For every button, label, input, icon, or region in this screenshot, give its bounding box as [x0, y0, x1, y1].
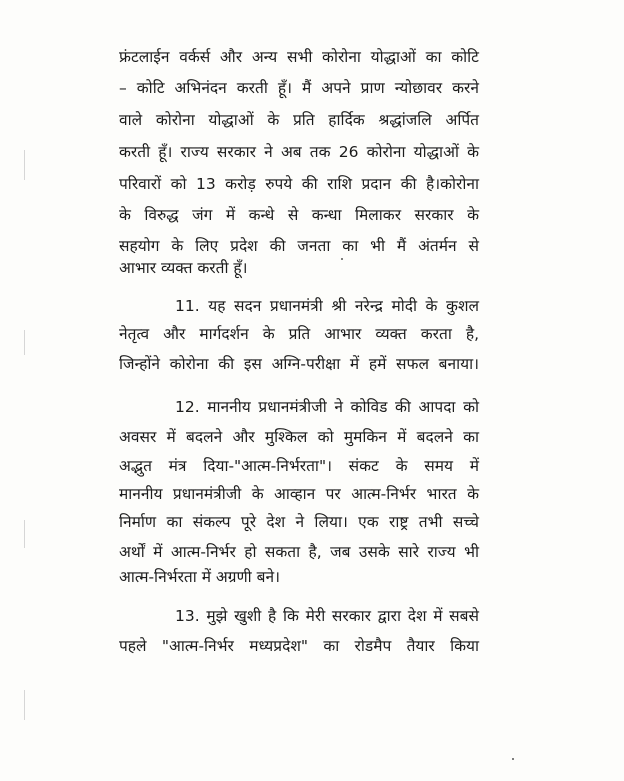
text-line: – कोटि अभिनंदन करती हूँ। मैं अपने प्राण न्योछावर करने [119, 79, 479, 97]
text-line: फ्रंटलाईन वर्कर्स और अन्य सभी कोरोना योद्धाओं का कोटि [119, 48, 479, 66]
text-line: वाले कोरोना योद्धाओं के प्रति हार्दिक श्रद्धांजलि अर्पित [119, 111, 479, 129]
text-line: अद्भुत मंत्र दिया-"आत्म-निर्भरता"। संकट के समय में [119, 457, 479, 475]
scan-edge-mark [24, 330, 25, 355]
text-line: आत्म-निर्भरता में अग्रणी बने। [119, 568, 280, 586]
text-line: के विरुद्ध जंग में कन्धे से कन्धा मिलाकर सरकार के [119, 206, 479, 224]
text-line: आभार व्यक्त करती हूँ। [119, 259, 248, 277]
text-line: जिन्होंने कोरोना की इस अग्नि-परीक्षा में हमें सफल बनाया। [119, 355, 479, 373]
scan-edge-mark [24, 520, 25, 548]
text-line: नेतृत्व और मार्गदर्शन के प्रति आभार व्यक्त करता है, [119, 325, 479, 343]
text-line: 13. मुझे खुशी है कि मेरी सरकार द्वारा देश में सबसे [175, 607, 479, 625]
text-line: करती हूँ। राज्य सरकार ने अब तक 26 कोरोना योद्धाओं के [119, 143, 479, 161]
text-line: माननीय प्रधानमंत्रीजी के आव्हान पर आत्म-निर्भर भारत के [119, 485, 479, 503]
text-line: 11. यह सदन प्रधानमंत्री श्री नरेन्द्र मोदी के कुशल [175, 297, 479, 315]
scan-edge-mark [24, 690, 25, 720]
text-line: 12. माननीय प्रधानमंत्रीजी ने कोविड की आपदा को [175, 398, 479, 416]
text-line: सहयोग के लिए प्रदेश की जनता का भी मैं अंतर्मन से [119, 237, 479, 255]
text-line: पहले "आत्म-निर्भर मध्यप्रदेश" का रोडमैप तैयार किया [119, 637, 479, 655]
text-line: निर्माण का संकल्प पूरे देश ने लिया। एक राष्ट्र तभी सच्चे [119, 513, 479, 531]
text-line: अवसर में बदलने और मुश्किल को मुमकिन में बदलने का [119, 428, 479, 446]
text-line: परिवारों को 13 करोड़ रुपये की राशि प्रदान की है।कोरोना [119, 175, 479, 193]
scan-speck [512, 758, 514, 760]
text-line: अर्थों में आत्म-निर्भर हो सकता है, जब उसके सारे राज्य भी [119, 543, 479, 561]
scan-edge-mark [24, 150, 25, 180]
